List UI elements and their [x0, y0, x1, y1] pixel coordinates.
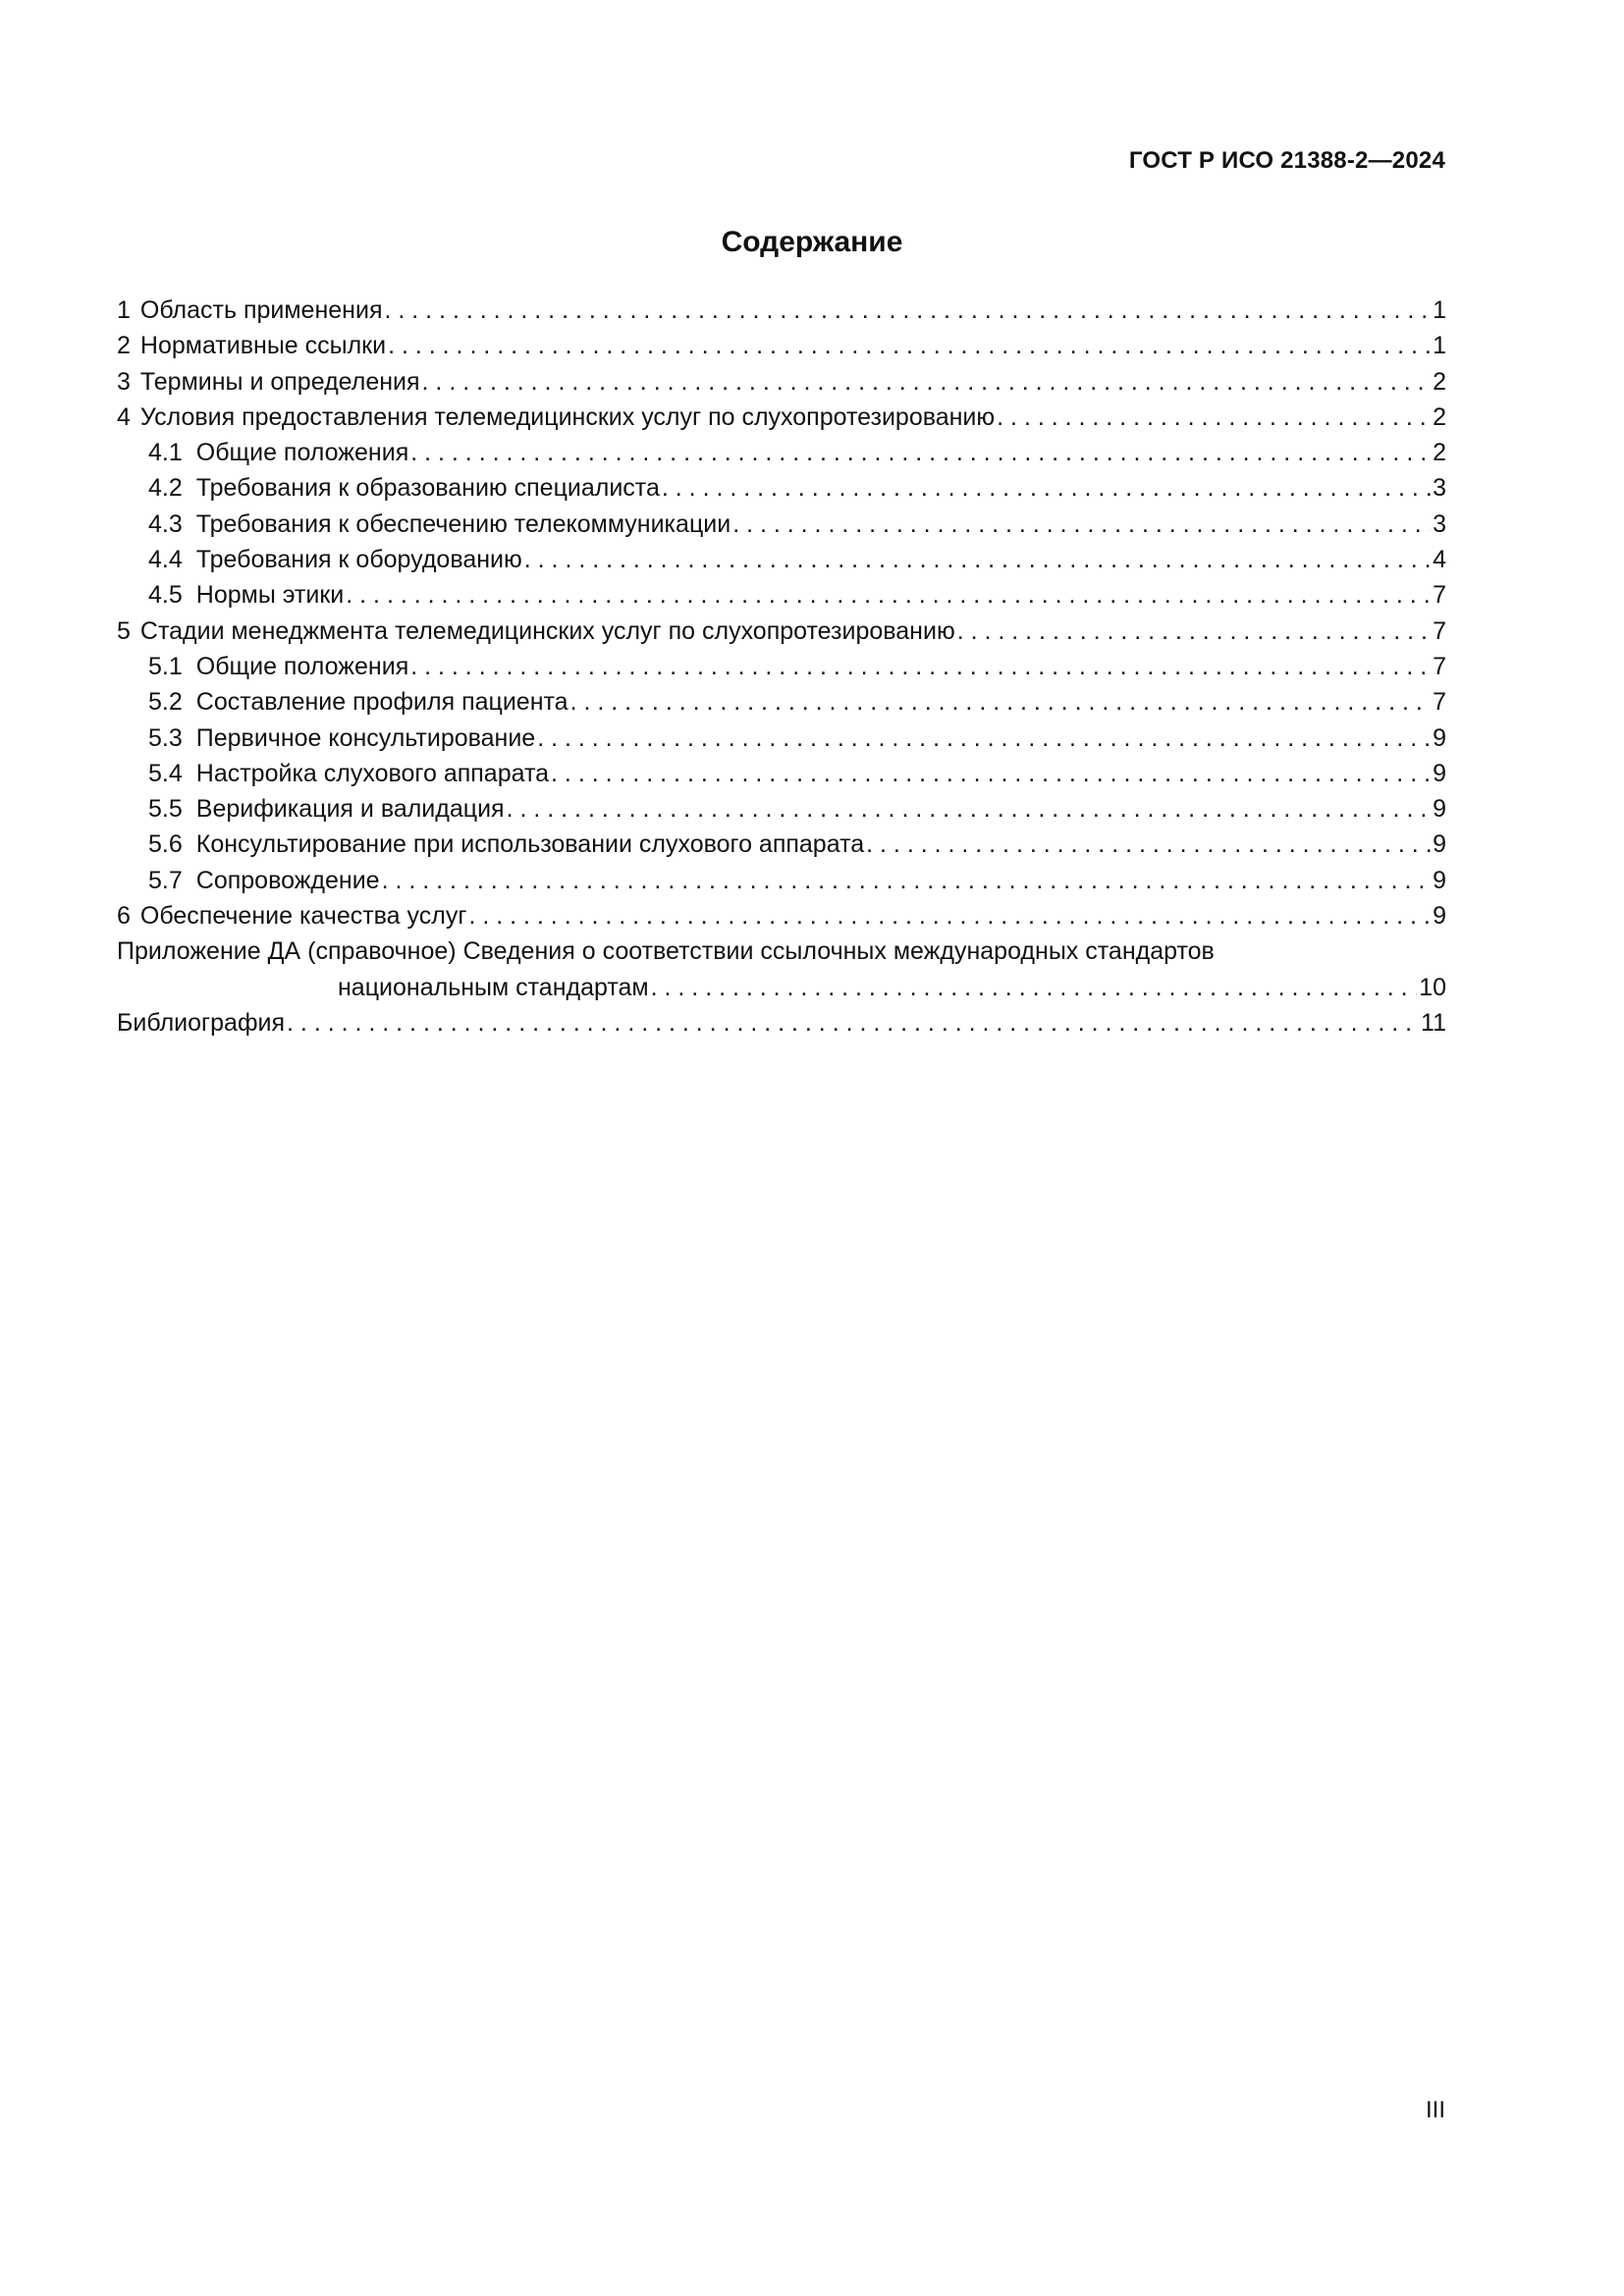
toc-subentry[interactable]	[117, 791, 1446, 827]
toc-entry-number: 1	[117, 296, 131, 324]
toc-entry-number: 5.4	[148, 759, 183, 787]
toc-entry-page: 9	[1433, 723, 1446, 752]
toc-entry-page: 9	[1433, 866, 1446, 894]
toc-bibliography-entry[interactable]	[117, 1005, 1446, 1041]
toc-entry-number: 5.1	[148, 652, 183, 680]
toc-entry-number: 4.1	[148, 439, 183, 467]
dot-leader	[384, 293, 1431, 328]
toc-subentry[interactable]	[117, 827, 1446, 862]
dot-leader	[732, 507, 1431, 542]
dot-leader	[382, 863, 1432, 898]
toc-entry-number: 5.5	[148, 795, 183, 824]
toc-appendix-title: Приложение ДА (справочное) Сведения о соответствии ссылочных международных стандартов	[117, 937, 1215, 966]
dot-leader	[410, 649, 1431, 684]
dot-leader	[537, 721, 1431, 756]
toc-entry-page: 3	[1433, 509, 1446, 538]
dot-leader	[287, 1005, 1419, 1041]
toc-subentry[interactable]	[117, 649, 1446, 684]
toc-entry[interactable]	[117, 293, 1446, 328]
dot-leader	[468, 898, 1431, 934]
toc-entry-title: Первичное консультирование	[195, 723, 536, 752]
toc-entry-title: Стадии менеджмента телемедицинских услуг по слухопротезированию	[139, 616, 955, 645]
toc-subentry[interactable]	[117, 863, 1446, 898]
toc-subentry[interactable]	[117, 684, 1446, 720]
toc-subentry[interactable]	[117, 507, 1446, 542]
toc-entry-title: Сопровождение	[195, 866, 380, 894]
toc-appendix-continuation[interactable]	[117, 970, 1446, 1005]
toc-entry-title: Консультирование при использовании слухового аппарата	[195, 830, 865, 859]
toc-subentry[interactable]	[117, 721, 1446, 756]
page-number: III	[1425, 2097, 1445, 2123]
dot-leader	[866, 827, 1431, 862]
toc-entry-page: 7	[1433, 616, 1446, 645]
toc-entry-page: 3	[1433, 474, 1446, 503]
toc-entry-number: 3	[117, 367, 131, 396]
toc-entry-number: 4	[117, 402, 131, 431]
dot-leader	[388, 328, 1431, 363]
toc-entry-title: Составление профиля пациента	[195, 688, 568, 717]
toc-entry-page: 11	[1421, 1008, 1446, 1037]
document-id: ГОСТ Р ИСО 21388-2—2024	[1128, 147, 1445, 174]
toc-entry-title: Требования к оборудованию	[195, 546, 522, 574]
toc-entry-number: 4.2	[148, 474, 183, 503]
toc-entry-title: Область применения	[139, 296, 383, 324]
toc-entry-page: 2	[1433, 439, 1446, 467]
toc-entry[interactable]	[117, 898, 1446, 934]
toc-entry[interactable]	[117, 328, 1446, 363]
toc-appendix-title-cont: национальным стандартам	[338, 973, 649, 1001]
toc-entry-number: 5.6	[148, 830, 183, 859]
toc-entry-number: 4.5	[148, 581, 183, 610]
dot-leader	[662, 470, 1431, 506]
toc-entry[interactable]	[117, 364, 1446, 400]
toc-entry-number: 4.4	[148, 546, 183, 574]
toc-appendix-entry[interactable]	[117, 934, 1446, 969]
dot-leader	[651, 970, 1418, 1005]
toc-entry-page: 7	[1433, 652, 1446, 680]
toc-entry[interactable]	[117, 614, 1446, 649]
toc-entry-number: 5.2	[148, 688, 183, 717]
toc-entry-page: 9	[1433, 902, 1446, 931]
toc-entry-page: 1	[1433, 296, 1446, 324]
toc-entry-number: 6	[117, 902, 131, 931]
toc-entry-page: 10	[1419, 973, 1446, 1001]
dot-leader	[507, 791, 1432, 827]
toc-entry-number: 5.7	[148, 866, 183, 894]
toc-entry-title: Нормы этики	[195, 581, 345, 610]
dot-leader	[524, 542, 1431, 577]
toc-subentry[interactable]	[117, 756, 1446, 791]
dot-leader	[422, 364, 1432, 400]
toc-entry-title: Верификация и валидация	[195, 795, 505, 824]
toc-title: Содержание	[721, 226, 903, 258]
toc-entry-title: Общие положения	[195, 652, 409, 680]
table-of-contents	[117, 293, 1446, 1041]
toc-subentry[interactable]	[117, 577, 1446, 613]
toc-subentry[interactable]	[117, 542, 1446, 577]
toc-entry-number: 5.3	[148, 723, 183, 752]
dot-leader	[410, 435, 1431, 470]
toc-entry-number: 5	[117, 616, 131, 645]
toc-subentry[interactable]	[117, 435, 1446, 470]
toc-entry-title: Условия предоставления телемедицинских услуг по слухопротезированию	[139, 402, 996, 431]
toc-entry-title: Общие положения	[195, 439, 409, 467]
toc-entry-page: 9	[1433, 830, 1446, 859]
dot-leader	[997, 400, 1431, 435]
toc-entry-title: Настройка слухового аппарата	[195, 759, 550, 787]
toc-entry-page: 2	[1433, 402, 1446, 431]
dot-leader	[570, 684, 1432, 720]
toc-entry[interactable]	[117, 400, 1446, 435]
toc-entry-page: 7	[1433, 581, 1446, 610]
toc-entry-number: 4.3	[148, 509, 183, 538]
dot-leader	[346, 577, 1431, 613]
toc-entry-page: 7	[1433, 688, 1446, 717]
toc-subentry[interactable]	[117, 470, 1446, 506]
toc-entry-page: 1	[1433, 332, 1446, 360]
toc-entry-page: 9	[1433, 795, 1446, 824]
toc-entry-page: 4	[1433, 546, 1446, 574]
toc-entry-title: Нормативные ссылки	[139, 332, 387, 360]
toc-entry-title: Библиография	[117, 1008, 286, 1037]
dot-leader	[551, 756, 1431, 791]
toc-entry-title: Обеспечение качества услуг	[139, 902, 467, 931]
toc-entry-number: 2	[117, 332, 131, 360]
toc-entry-title: Требования к обеспечению телекоммуникации	[195, 509, 731, 538]
toc-entry-title: Термины и определения	[139, 367, 420, 396]
toc-entry-page: 9	[1433, 759, 1446, 787]
toc-entry-title: Требования к образованию специалиста	[195, 474, 660, 503]
dot-leader	[957, 614, 1431, 649]
toc-entry-page: 2	[1433, 367, 1446, 396]
